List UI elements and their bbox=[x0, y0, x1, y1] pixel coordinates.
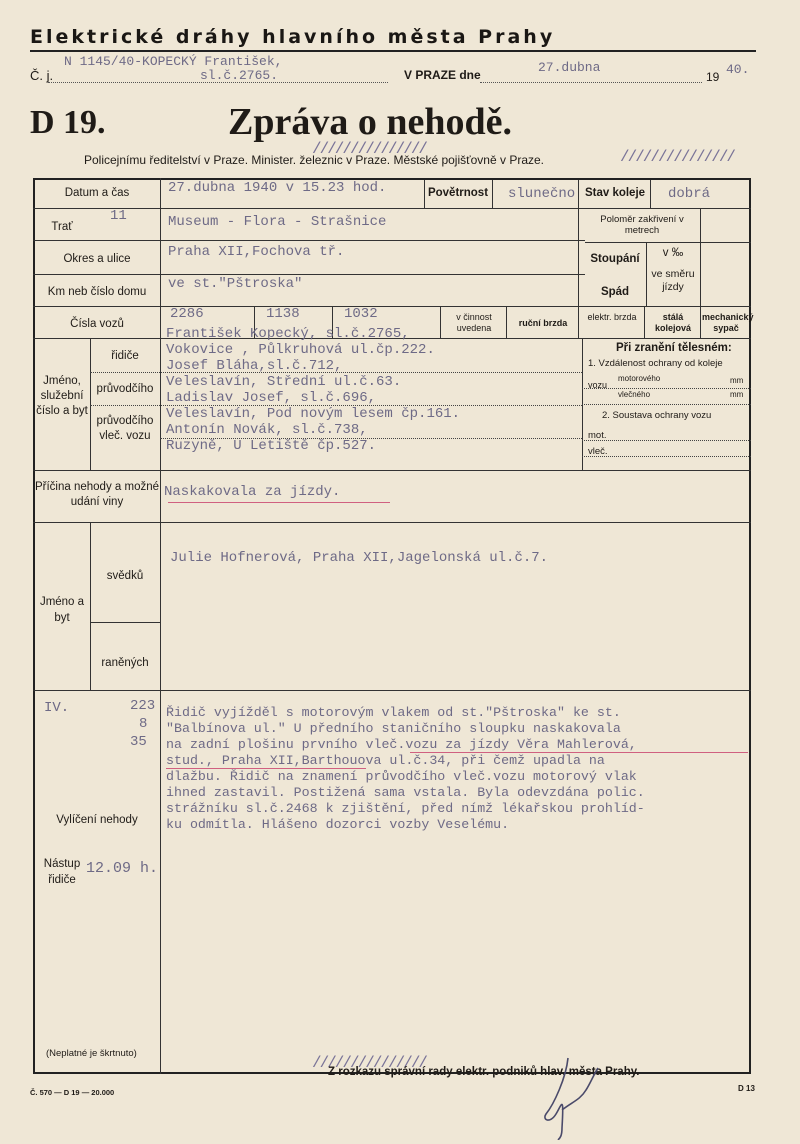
pricina-label: Příčina nehody a možné udání viny bbox=[34, 481, 160, 508]
ref-line2: sl.č.2765. bbox=[200, 68, 279, 83]
mm-label-1: mm bbox=[730, 376, 744, 385]
red-underline-3 bbox=[166, 768, 366, 769]
stala-label: stálá kolejová bbox=[654, 312, 692, 333]
mm-label-2: mm bbox=[730, 390, 744, 399]
header-date: 27.dubna bbox=[538, 60, 601, 75]
vlecneho-label: vlečného bbox=[618, 390, 651, 399]
cinnost-label: v činnost uvedena bbox=[456, 312, 492, 333]
ranenych-label: raněných bbox=[101, 657, 149, 669]
datum-label: Datum a čas bbox=[64, 187, 130, 199]
narrative-line-3: na zadní plošinu prvního vleč.vozu za jízdy Věra Mahlerová, bbox=[166, 737, 637, 752]
vuz3: 1032 bbox=[344, 306, 378, 322]
vlec-label: vleč. bbox=[588, 446, 608, 457]
narrative-line-8: ku odmítla. Hlášeno dozorci vozby Veselému. bbox=[166, 817, 510, 832]
pruv2-line2: Veleslavín, Pod novým lesem čp.161. bbox=[166, 406, 461, 422]
pruvodciho-label: průvodčího bbox=[96, 383, 154, 395]
narrative-line-1: Řidič vyjížděl s motorovým vlakem od st."Pštroska" ke st. bbox=[166, 705, 621, 720]
motoroveho-label: motorového bbox=[618, 374, 661, 383]
narrative-line-7: strážníku sl.č.2468 k zjištění, před nímž lékařskou prohlíd- bbox=[166, 801, 645, 816]
footer-hatch: /////////////// bbox=[312, 1054, 427, 1072]
vozu-label: vozu bbox=[588, 380, 608, 390]
mech-label: mechanický sypač bbox=[702, 312, 754, 333]
neplatne-note: (Neplatné je škrtnuto) bbox=[46, 1048, 137, 1059]
narrative-line-6: ihned zastavil. Postižená sama vstala. Byla odevzdána polic. bbox=[166, 785, 645, 800]
zraneni-label: Při zranění tělesném: bbox=[616, 342, 732, 354]
ref-line1: N 1145/40-KOPECKÝ František, bbox=[64, 54, 283, 69]
jmeno-byt-label: Jméno a byt bbox=[39, 596, 85, 624]
footer-code-right: D 13 bbox=[738, 1084, 755, 1093]
pricina-value: Naskakovala za jízdy. bbox=[164, 484, 341, 500]
elektr-label: elektr. brzda bbox=[587, 312, 637, 322]
strike-hatch: /////////////// bbox=[312, 140, 427, 158]
header-rule bbox=[30, 50, 756, 52]
trat-label: Trať bbox=[51, 221, 73, 233]
rucni-label: ruční brzda bbox=[518, 318, 568, 328]
narrative-line-4: stud., Praha XII,Barthouova ul.č.34, při čemž upadla na bbox=[166, 753, 605, 768]
spad-label: Spád bbox=[600, 286, 630, 298]
form-code: D 19. bbox=[30, 104, 106, 141]
vyliceni-label: Vylíčení nehody bbox=[56, 814, 138, 826]
company-name: Elektrické dráhy hlavního města Prahy bbox=[30, 26, 556, 48]
narrative-line-2: "Balbínova ul." U předního staničního sloupku naskakovala bbox=[166, 721, 621, 736]
nastup-label: Nástup řidiče bbox=[43, 858, 81, 886]
mot-label: mot. bbox=[588, 430, 607, 441]
footer-code-left: Č. 570 — D 19 — 20.000 bbox=[30, 1088, 115, 1097]
red-underline-1 bbox=[168, 502, 390, 503]
date-line bbox=[480, 82, 702, 83]
pruv3-line1: Antonín Novák, sl.č.738, bbox=[166, 422, 368, 438]
okres-value: Praha XII,Fochova tř. bbox=[168, 244, 345, 260]
datum-value: 27.dubna 1940 v 15.23 hod. bbox=[168, 180, 387, 196]
pruv3-line2: Ruzyně, U Letiště čp.527. bbox=[166, 438, 377, 454]
km-value: ve st."Pštroska" bbox=[168, 276, 303, 292]
side-n1: 223 bbox=[130, 698, 156, 714]
smer-label: ve směru jízdy bbox=[651, 268, 695, 293]
stav-value: dobrá bbox=[668, 186, 711, 202]
footer-order: Z rozkazu správní rady elektr. podniků hlav. města Prahy. bbox=[328, 1066, 640, 1078]
side-n3: 35 bbox=[130, 734, 147, 750]
trat-no: 11 bbox=[110, 208, 127, 224]
povetrnost-value: slunečno bbox=[508, 186, 576, 202]
pruv2-line1: Ladislav Josef, sl.č.696, bbox=[166, 390, 377, 406]
pruv-vlec-label: průvodčího vleč. vozu bbox=[96, 415, 154, 442]
vuz2: 1138 bbox=[266, 306, 300, 322]
okres-label: Okres a ulice bbox=[63, 253, 131, 265]
vuz1: 2286 bbox=[170, 306, 204, 322]
povetrnost-label: Povětrnost bbox=[427, 187, 489, 199]
vzdalenost-label: 1. Vzdálenost ochrany od koleje bbox=[588, 358, 723, 369]
side-n2: 8 bbox=[139, 716, 148, 732]
pruv-line1: Josef Bláha,sl.č.712, bbox=[166, 358, 343, 374]
svedku-label: svědků bbox=[106, 570, 144, 582]
ridice-label: řidiče bbox=[111, 350, 139, 362]
year: 40. bbox=[726, 62, 750, 77]
svedek-value: Julie Hofnerová, Praha XII,Jagelonská ul.č.7. bbox=[170, 550, 549, 566]
narrative-line-5: dlažbu. Řidič na znamení průvodčího vleč.vozu motorový vlak bbox=[166, 769, 637, 784]
jmeno-label: Jméno, služební číslo a byt bbox=[36, 375, 88, 417]
ridic-line1: František Kopecký, sl.č.2765, bbox=[166, 326, 410, 342]
strike-hatch-2: /////////////// bbox=[620, 148, 735, 166]
polomer-label: Poloměr zakřivení v metrech bbox=[600, 214, 684, 236]
promile-label: v ‰ bbox=[662, 247, 684, 259]
form-title: Zpráva o nehodě. bbox=[228, 101, 512, 143]
soustava-label: 2. Soustava ochrany vozu bbox=[602, 410, 712, 421]
red-underline-2 bbox=[410, 752, 748, 753]
recipients: Policejnímu ředitelství v Praze. Minister. železnic v Praze. Městské pojišťovně v Praze. bbox=[84, 153, 545, 167]
ref-prefix: Č. j. bbox=[30, 68, 54, 83]
nastup-value: 12.09 h. bbox=[86, 860, 159, 877]
year-prefix: 19 bbox=[706, 70, 720, 84]
cisla-label: Čísla vozů bbox=[70, 318, 124, 330]
side-iv: IV. bbox=[44, 700, 70, 716]
ridic-line2: Vokovice , Půlkruhová ul.čp.222. bbox=[166, 342, 435, 358]
signature bbox=[528, 1054, 608, 1140]
km-label: Km neb číslo domu bbox=[47, 286, 147, 298]
place-label: V PRAZE dne bbox=[404, 68, 481, 82]
stav-label: Stav koleje bbox=[584, 187, 646, 199]
trat-value: Museum - Flora - Strašnice bbox=[168, 214, 387, 230]
pruv-line2: Veleslavín, Střední ul.č.63. bbox=[166, 374, 402, 390]
stoupani-label: Stoupání bbox=[590, 253, 640, 265]
